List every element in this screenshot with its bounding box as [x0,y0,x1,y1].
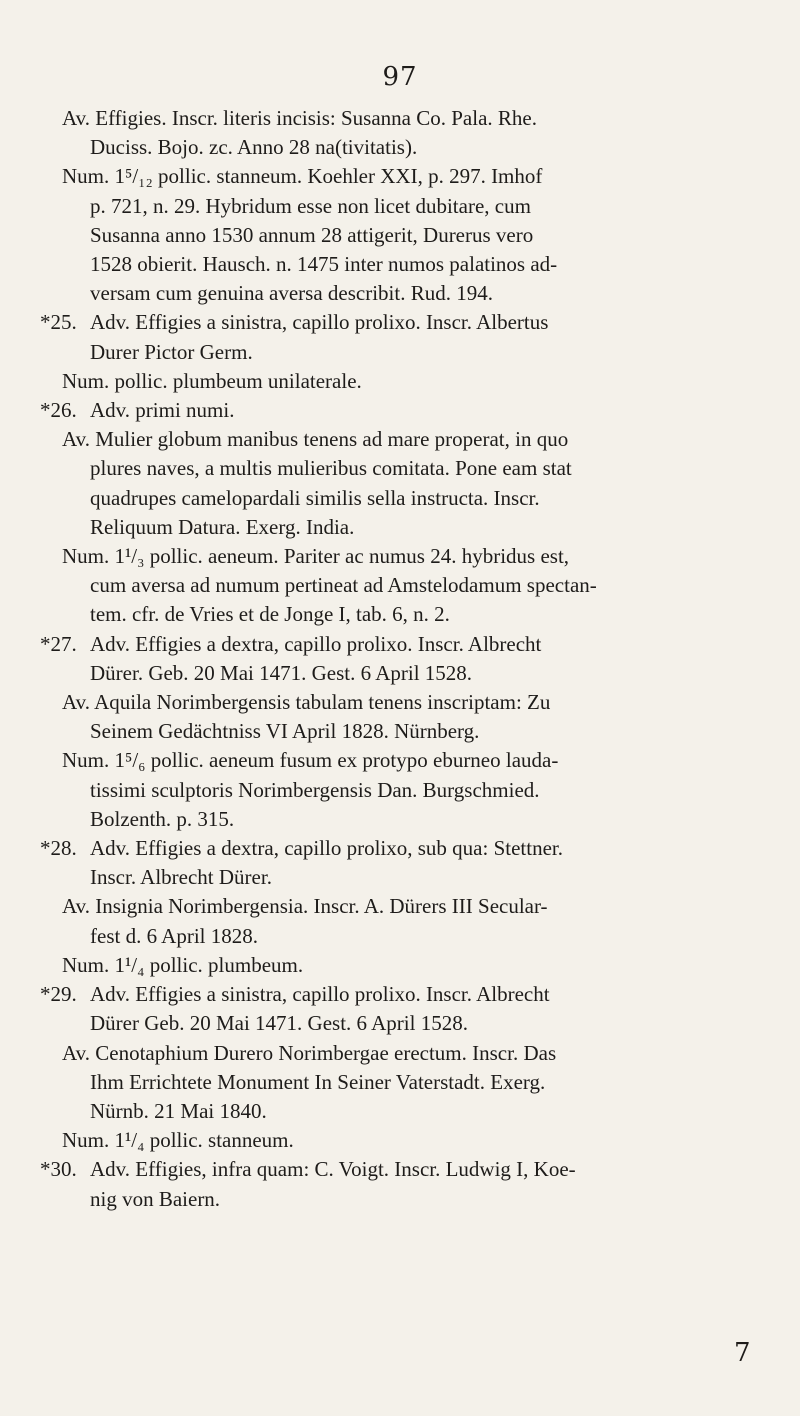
line-text: 1528 obierit. Hausch. n. 1475 inter numos palatinos ad- [90,252,558,277]
line-text: nig von Baiern. [90,1186,221,1211]
entry-number: *25. [40,310,77,335]
text-line [40,659,768,688]
line-text: Duciss. Bojo. zc. Anno 28 na(tivitatis). [90,135,418,160]
line-text: Av. Insignia Norimbergensia. Inscr. A. Dürers III Secular- [62,894,548,919]
entry-number: *26. [40,398,77,423]
text-line [40,717,768,746]
text-line [40,1039,768,1068]
text-line [40,250,768,279]
entry-number: *30. [40,1157,77,1182]
line-text: tissimi sculptoris Norimbergensis Dan. Burgschmied. [90,777,540,802]
text-line [40,542,768,571]
line-text: Dürer Geb. 20 Mai 1471. Gest. 6 April 1528. [90,1011,468,1036]
text-line [40,805,768,834]
text-line [40,892,768,921]
paragraph [40,688,768,746]
line-text: Ihm Errichtete Monument In Seiner Vaterstadt. Exerg. [90,1069,546,1094]
line-text: Av. Cenotaphium Durero Norimbergae erectum. Inscr. Das [62,1040,557,1065]
line-text: cum aversa ad numum pertineat ad Amstelodamum spectan- [90,573,597,598]
text-line [40,454,768,483]
line-text: Num. 1⁵/₆ pollic. aeneum fusum ex protypo eburneo lauda- [62,748,559,773]
text-line [40,367,768,396]
text-line [40,104,768,133]
line-text: Av. Mulier globum manibus tenens ad mare properat, in quo [62,427,569,452]
line-text: p. 721, n. 29. Hybridum esse non licet dubitare, cum [90,193,531,218]
catalogue-entry [40,980,768,1038]
line-text: Num. 1¹/₄ pollic. stanneum. [62,1128,294,1153]
text-line [40,1155,768,1184]
text-line [40,162,768,191]
text-line [40,863,768,892]
text-line [40,396,768,425]
line-text: Num. pollic. plumbeum unilaterale. [62,368,362,393]
text-line [40,1068,768,1097]
paragraph [40,425,768,542]
text-line [40,1097,768,1126]
catalogue-entry [40,630,768,688]
text-line [40,1126,768,1155]
line-text: Bolzenth. p. 315. [90,806,235,831]
entry-number: *27. [40,631,77,656]
line-text: Adv. primi numi. [90,398,235,423]
catalogue-entry [40,1155,768,1213]
line-text: Adv. Effigies a sinistra, capillo prolixo. Inscr. Albrecht [90,982,550,1007]
catalogue-entry [40,396,768,425]
line-text: Num. 1¹/₃ pollic. aeneum. Pariter ac numus 24. hybridus est, [62,544,570,569]
text-line [40,571,768,600]
line-text: Adv. Effigies a dextra, capillo prolixo. Inscr. Albrecht [90,631,542,656]
paragraph [40,1039,768,1127]
text-line [40,1009,768,1038]
line-text: Nürnb. 21 Mai 1840. [90,1098,267,1123]
line-text: quadrupes camelopardali similis sella instructa. Inscr. [90,485,540,510]
text-line [40,338,768,367]
paragraph [40,1126,768,1155]
line-text: Susanna anno 1530 annum 28 attigerit, Durerus vero [90,222,534,247]
text-line [40,600,768,629]
text-line [40,513,768,542]
line-text: Seinem Gedächtniss VI April 1828. Nürnberg. [90,719,480,744]
text-line [40,425,768,454]
line-text: versam cum genuina aversa describit. Rud. 194. [90,281,493,306]
catalogue-entry [40,308,768,366]
line-text: Reliquum Datura. Exerg. India. [90,514,355,539]
text-line [40,279,768,308]
text-line [40,951,768,980]
line-text: Num. 1⁵/₁₂ pollic. stanneum. Koehler XXI, p. 297. Imhof [62,164,543,189]
paragraph [40,367,768,396]
line-text: Durer Pictor Germ. [90,339,253,364]
page-number: 97 [382,62,418,92]
text-line [40,922,768,951]
signature-mark: 7 [734,1338,751,1368]
line-text: Inscr. Albrecht Dürer. [90,865,272,890]
text-line [40,776,768,805]
line-text: Adv. Effigies a dextra, capillo prolixo, sub qua: Stettner. [90,836,563,861]
entry-number: *28. [40,836,77,861]
line-text: tem. cfr. de Vries et de Jonge I, tab. 6, n. 2. [90,602,450,627]
line-text: Num. 1¹/₄ pollic. plumbeum. [62,952,304,977]
line-text: plures naves, a multis mulieribus comitata. Pone eam stat [90,456,572,481]
paragraph [40,951,768,980]
text-line [40,1185,768,1214]
paragraph [40,162,768,308]
paragraph [40,542,768,630]
text-line [40,192,768,221]
text-line [40,980,768,1009]
paragraph [40,104,768,162]
text-line [40,630,768,659]
paragraph [40,746,768,834]
text-line [40,221,768,250]
paragraph [40,892,768,950]
catalogue-entry [40,834,768,892]
line-text: Av. Aquila Norimbergensis tabulam tenens inscriptam: Zu [62,690,551,715]
line-text: Dürer. Geb. 20 Mai 1471. Gest. 6 April 1528. [90,660,473,685]
line-text: Av. Effigies. Inscr. literis incisis: Susanna Co. Pala. Rhe. [62,106,537,130]
text-line [40,746,768,775]
text-line [40,308,768,337]
entry-number: *29. [40,982,77,1007]
page-body [40,104,768,1214]
line-text: Adv. Effigies, infra quam: C. Voigt. Inscr. Ludwig I, Koe- [90,1157,576,1182]
text-line [40,688,768,717]
line-text: Adv. Effigies a sinistra, capillo prolixo. Inscr. Albertus [90,310,549,335]
text-line [40,133,768,162]
text-line [40,834,768,863]
text-line [40,484,768,513]
line-text: fest d. 6 April 1828. [90,923,258,948]
